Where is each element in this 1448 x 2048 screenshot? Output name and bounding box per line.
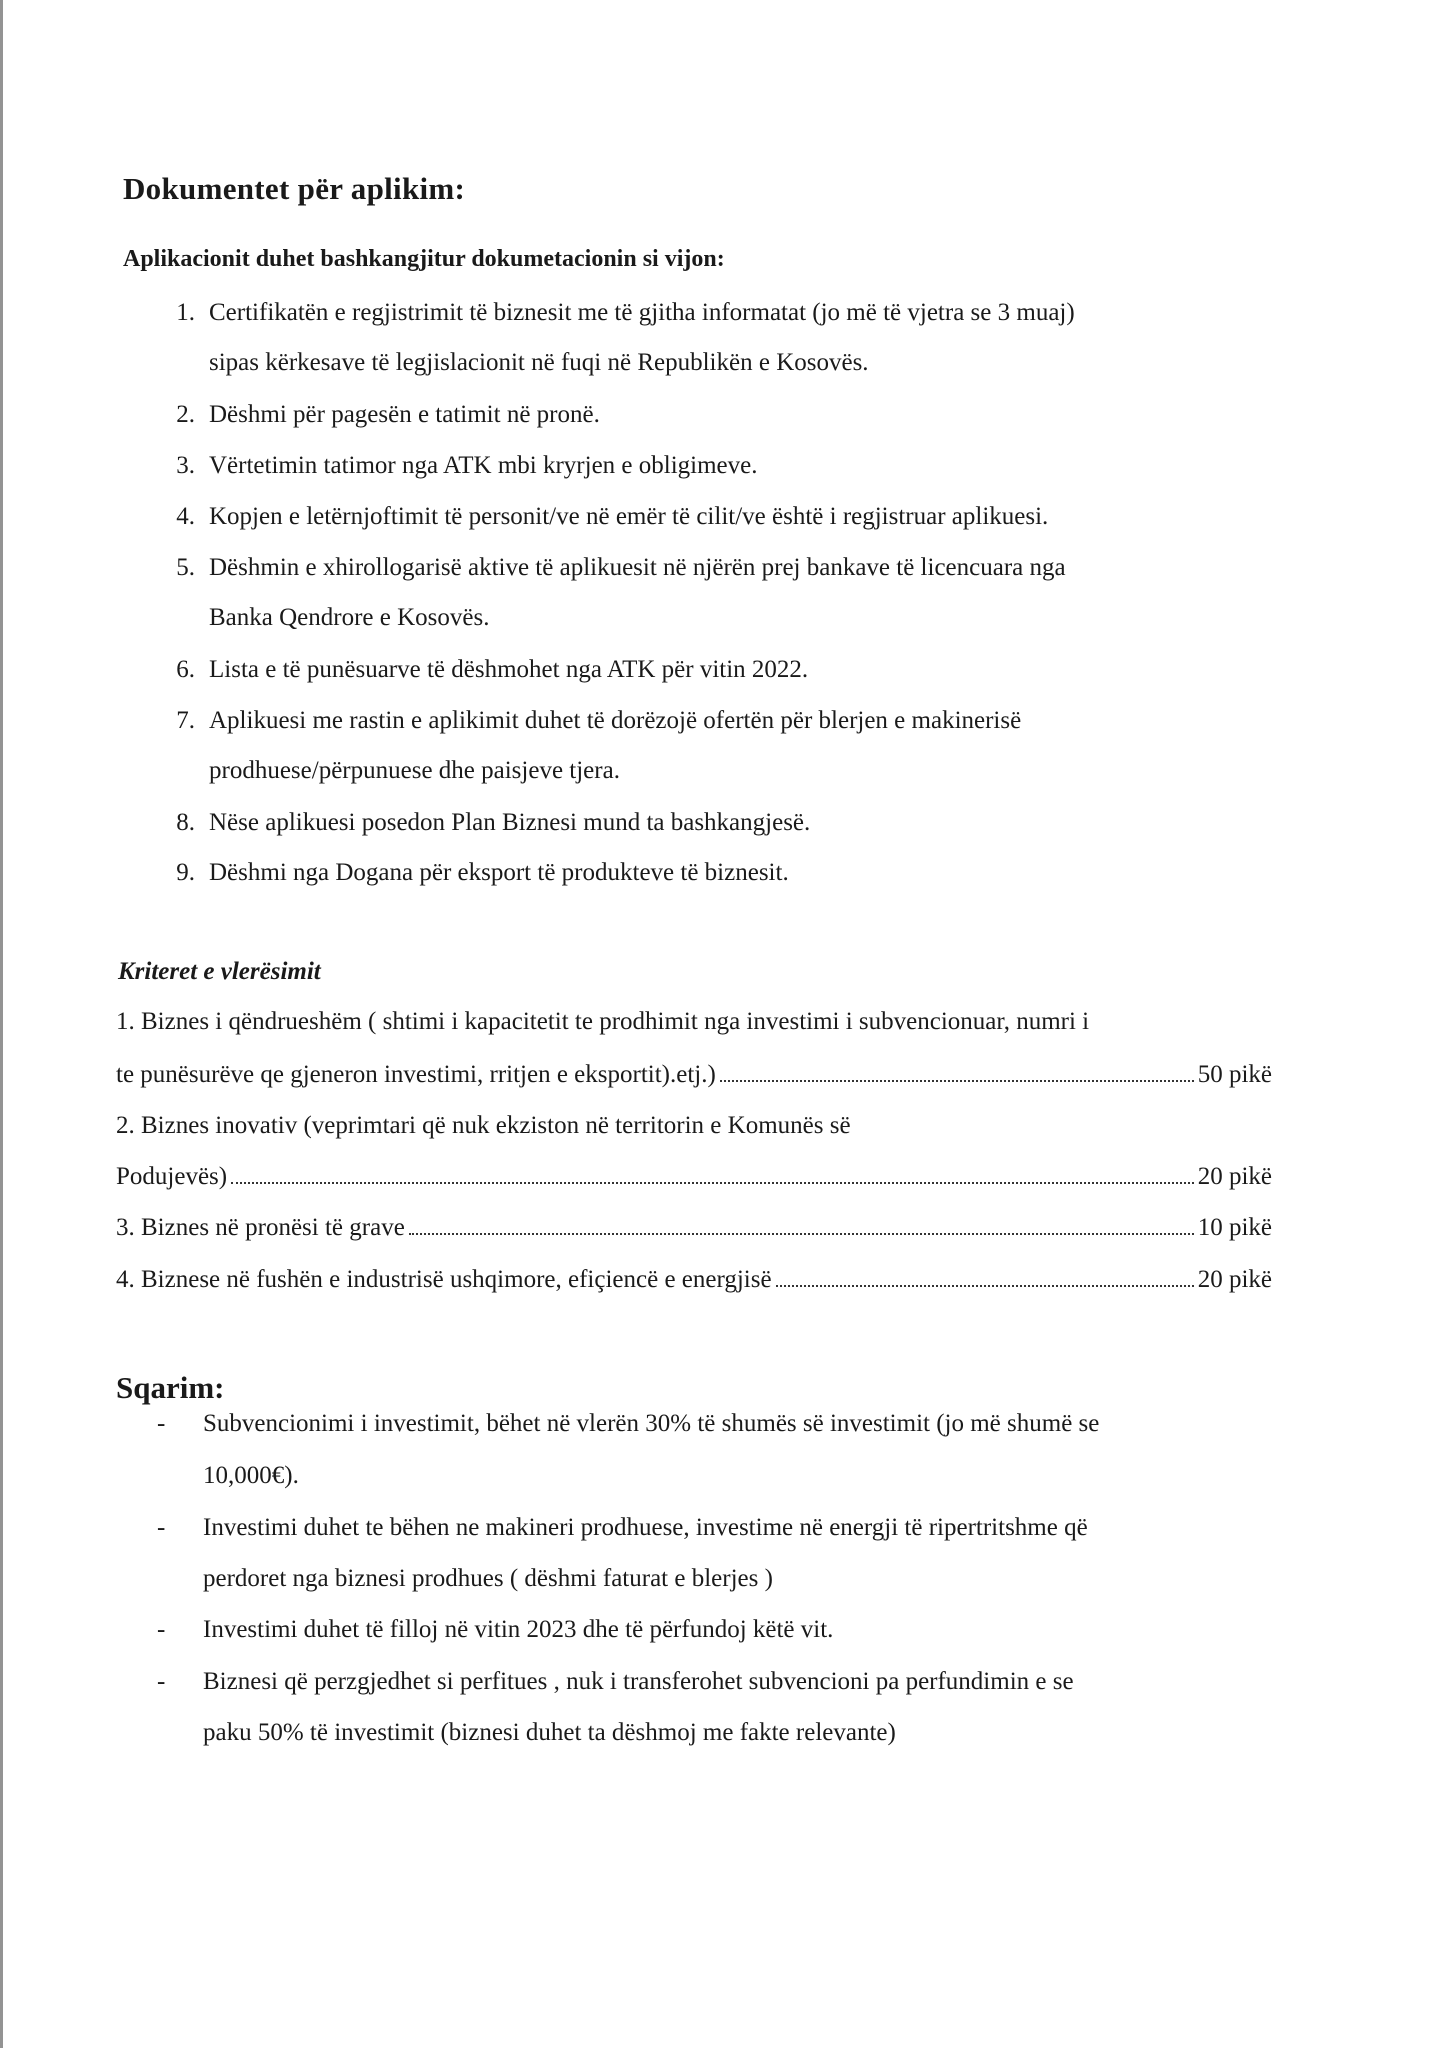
list-item-number: 6. — [176, 656, 195, 683]
list-item-text: prodhuese/përpunuese dhe paisjeve tjera. — [209, 757, 620, 784]
criteria-item — [116, 1266, 1272, 1296]
criteria-item-text: 1. Biznes i qëndrueshëm ( shtimi i kapacitetit te prodhimit nga investimi i subvencionuar, numri i — [116, 1008, 1090, 1035]
dot-leader — [409, 1233, 1194, 1235]
criteria-item — [116, 1163, 1272, 1193]
list-item-text: Aplikuesi me rastin e aplikimit duhet të dorëzojë ofertën për blerjen e makinerisë — [209, 707, 1022, 734]
clarification-text: 10,000€). — [203, 1462, 299, 1489]
list-item-text: Dëshmin e xhirollogarisë aktive të aplikuesit në njërën prej bankave të licencuara nga — [209, 554, 1066, 581]
clarification-text: Investimi duhet të filloj në vitin 2023 dhe të përfundoj këtë vit. — [203, 1616, 834, 1643]
criteria-points: 10 pikë — [1197, 1214, 1272, 1241]
bullet-dash: - — [157, 1410, 166, 1437]
list-item-text: Kopjen e letërnjoftimit të personit/ve në emër të cilit/ve është i regjistruar aplikuesi. — [209, 503, 1049, 530]
list-item-number: 3. — [176, 452, 195, 479]
list-item-number: 9. — [176, 859, 195, 886]
list-item-number: 7. — [176, 707, 195, 734]
criteria-points: 20 pikë — [1197, 1163, 1272, 1190]
criteria-item-text: te punësurëve qe gjeneron investimi, rritjen e eksportit).etj.) — [116, 1061, 716, 1088]
criteria-item-text: 4. Biznese në fushën e industrisë ushqimore, efiçiencë e energjisë — [116, 1266, 772, 1293]
page-title: Dokumentet për aplikim: — [123, 171, 466, 206]
documents-intro: Aplikacionit duhet bashkangjitur dokumetacionin si vijon: — [123, 246, 725, 272]
criteria-item-text: 2. Biznes inovativ (veprimtari që nuk ekziston në territorin e Komunës së — [116, 1112, 851, 1139]
list-item-text: Nëse aplikuesi posedon Plan Biznesi mund ta bashkangjesë. — [209, 809, 811, 836]
list-item-text: Dëshmi nga Dogana për eksport të produkteve të biznesit. — [209, 859, 789, 886]
dot-leader — [231, 1182, 1194, 1184]
list-item-number: 8. — [176, 809, 195, 836]
clarification-text: Subvencionimi i investimit, bëhet në vlerën 30% të shumës së investimit (jo më shumë se — [203, 1410, 1100, 1437]
criteria-points: 20 pikë — [1197, 1266, 1272, 1293]
bullet-dash: - — [157, 1616, 166, 1643]
list-item-text: Lista e të punësuarve të dëshmohet nga ATK për vitin 2022. — [209, 656, 809, 683]
list-item-text: Banka Qendrore e Kosovës. — [209, 604, 490, 631]
criteria-item-text: Podujevës) — [116, 1163, 228, 1190]
criteria-heading: Kriteret e vlerësimit — [118, 958, 321, 985]
list-item-text: Certifikatën e regjistrimit të biznesit me të gjitha informatat (jo më të vjetra se 3 muaj) — [209, 299, 1075, 326]
criteria-item — [116, 1214, 1272, 1244]
clarification-text: perdoret nga biznesi prodhues ( dëshmi faturat e blerjes ) — [203, 1565, 773, 1592]
bullet-dash: - — [157, 1668, 166, 1695]
clarification-text: Investimi duhet te bëhen ne makineri prodhuese, investime në energji të ripertritshme që — [203, 1514, 1088, 1541]
list-item-text: Dëshmi për pagesën e tatimit në pronë. — [209, 401, 600, 428]
criteria-item — [116, 1061, 1272, 1091]
criteria-points: 50 pikë — [1197, 1061, 1272, 1088]
clarification-heading: Sqarim: — [116, 1370, 225, 1405]
list-item-number: 5. — [176, 554, 195, 581]
list-item-number: 2. — [176, 401, 195, 428]
bullet-dash: - — [157, 1514, 166, 1541]
clarification-text: Biznesi që perzgjedhet si perfitues , nuk i transferohet subvencioni pa perfundimin e se — [203, 1668, 1074, 1695]
dot-leader — [720, 1080, 1194, 1082]
list-item-text: sipas kërkesave të legjislacionit në fuqi në Republikën e Kosovës. — [209, 349, 869, 376]
list-item-number: 4. — [176, 503, 195, 530]
clarification-text: paku 50% të investimit (biznesi duhet ta dëshmoj me fakte relevante) — [203, 1719, 896, 1746]
list-item-number: 1. — [176, 299, 195, 326]
criteria-item-text: 3. Biznes në pronësi të grave — [116, 1214, 405, 1241]
list-item-text: Vërtetimin tatimor nga ATK mbi kryrjen e obligimeve. — [209, 452, 758, 479]
dot-leader — [776, 1285, 1194, 1287]
